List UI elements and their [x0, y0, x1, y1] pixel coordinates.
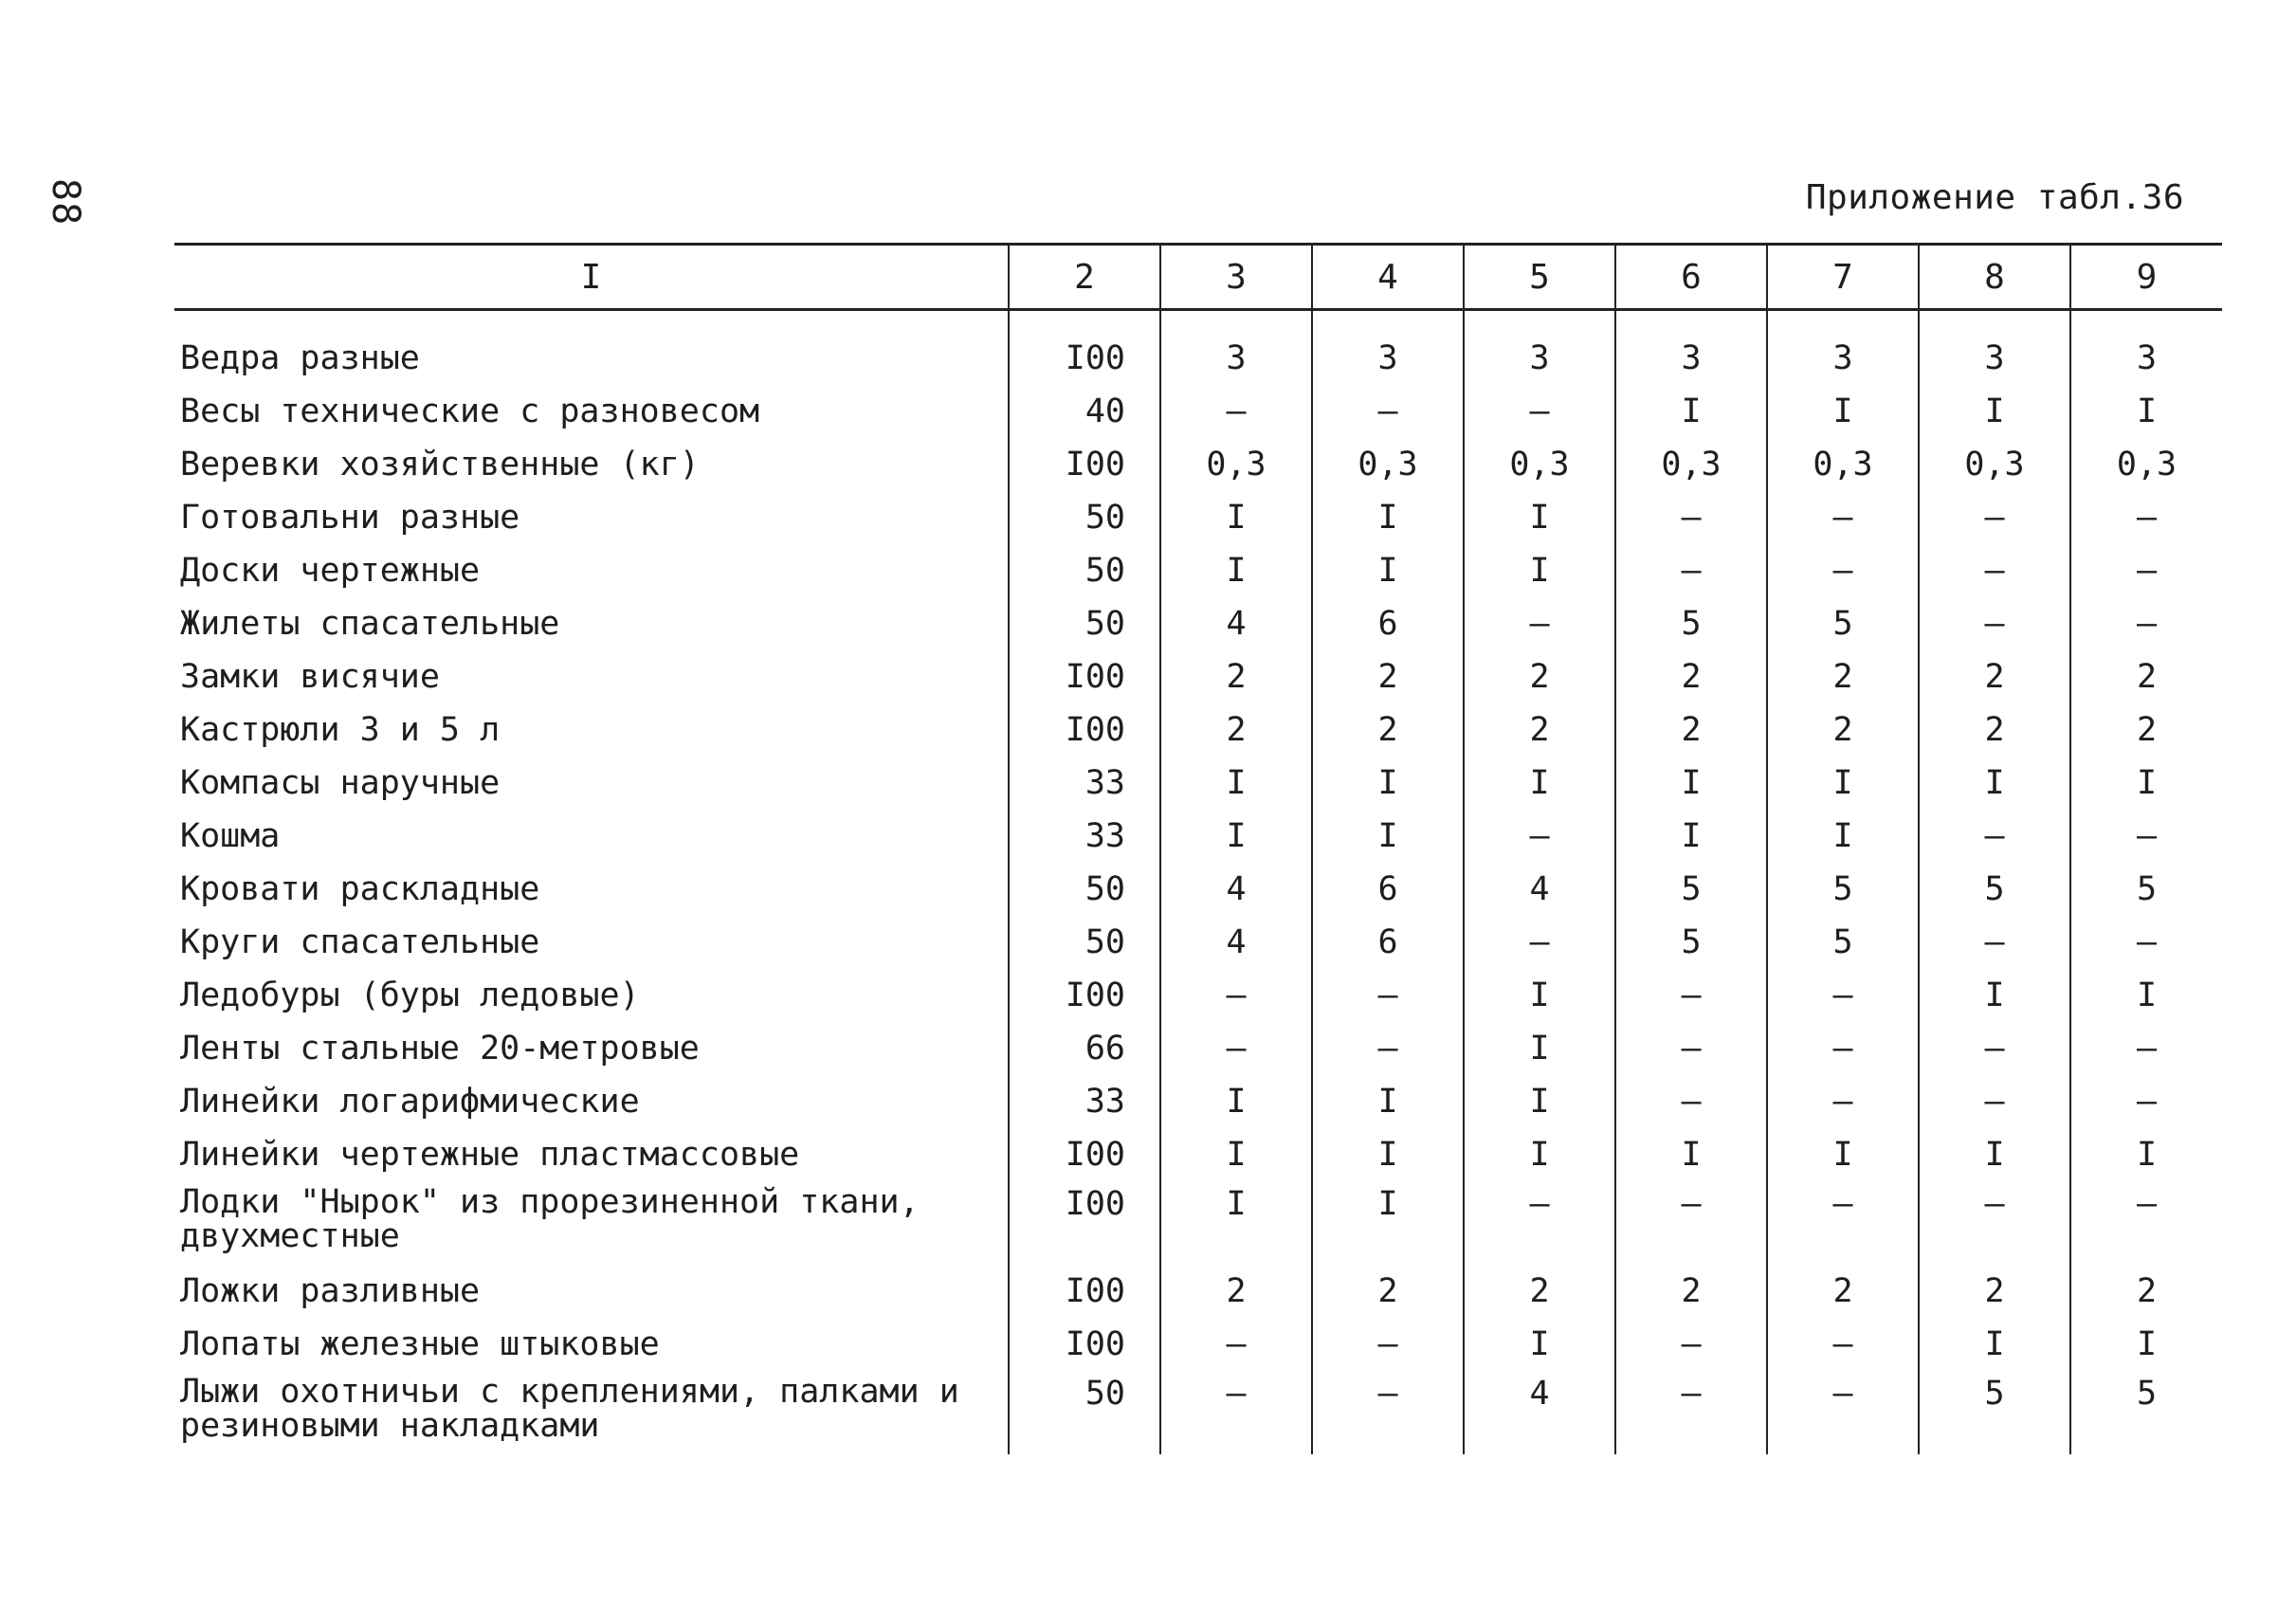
item-value: 0,3: [1160, 438, 1312, 491]
item-value: I: [1464, 1128, 1615, 1181]
table-row: [174, 597, 2222, 650]
item-value: –: [1615, 1075, 1767, 1128]
item-value: 2: [1160, 703, 1312, 757]
item-value: 3: [1160, 310, 1312, 386]
item-value: I: [1464, 1318, 1615, 1371]
table-row: [174, 650, 2222, 703]
item-name: Ведра разные: [180, 339, 420, 377]
item-value: –: [1615, 1181, 1767, 1265]
item-value: 5: [1919, 1371, 2070, 1454]
column-header: 3: [1160, 245, 1312, 310]
item-value: 2: [1919, 703, 2070, 757]
item-name: Ложки разливные: [180, 1272, 481, 1310]
item-value: I: [2070, 1318, 2222, 1371]
item-value: I: [1919, 1128, 2070, 1181]
item-value: 3: [1464, 310, 1615, 386]
item-column-2: 40: [1009, 385, 1160, 438]
item-name: Лодки "Нырок" из прорезиненной ткани, двухместные: [180, 1183, 920, 1255]
column-header: 2: [1009, 245, 1160, 310]
item-column-2: 50: [1009, 491, 1160, 544]
column-header: 4: [1312, 245, 1464, 310]
item-value: 2: [1312, 650, 1464, 703]
item-value: 5: [2070, 863, 2222, 916]
item-value: 0,3: [1767, 438, 1919, 491]
item-value: I: [1312, 491, 1464, 544]
item-value: –: [1919, 810, 2070, 863]
item-value: I: [1464, 1075, 1615, 1128]
item-value: I: [1312, 1181, 1464, 1265]
item-value: I: [1767, 810, 1919, 863]
item-value: I: [1160, 1075, 1312, 1128]
column-header: 7: [1767, 245, 1919, 310]
item-value: 6: [1312, 863, 1464, 916]
item-value: –: [2070, 544, 2222, 597]
item-value: 0,3: [1312, 438, 1464, 491]
item-column-2: I00: [1009, 438, 1160, 491]
item-value: 6: [1312, 597, 1464, 650]
item-column-2: 66: [1009, 1022, 1160, 1075]
table-row: [174, 1371, 2222, 1454]
page-caption: Приложение табл.36: [1805, 178, 2184, 217]
table-row: [174, 491, 2222, 544]
item-value: I: [1312, 1075, 1464, 1128]
item-value: –: [1615, 544, 1767, 597]
item-value: –: [1767, 1181, 1919, 1265]
table-row: [174, 385, 2222, 438]
table-row: [174, 916, 2222, 969]
table-row: [174, 310, 2222, 386]
item-value: 4: [1160, 597, 1312, 650]
item-value: I: [1919, 385, 2070, 438]
item-value: I: [1464, 544, 1615, 597]
item-value: 2: [1160, 1265, 1312, 1318]
item-value: 4: [1464, 1371, 1615, 1454]
item-value: –: [1160, 1318, 1312, 1371]
item-value: 0,3: [1919, 438, 2070, 491]
item-value: –: [1919, 544, 2070, 597]
item-value: 2: [2070, 703, 2222, 757]
item-value: I: [1464, 1022, 1615, 1075]
item-name: Лопаты железные штыковые: [180, 1325, 660, 1363]
item-name: Готовальни разные: [180, 499, 520, 537]
item-value: I: [1160, 757, 1312, 810]
item-value: I: [1160, 491, 1312, 544]
column-header: 8: [1919, 245, 2070, 310]
table-row: [174, 969, 2222, 1022]
item-value: –: [1615, 1022, 1767, 1075]
item-value: 2: [1919, 1265, 2070, 1318]
item-value: 2: [1312, 703, 1464, 757]
item-value: I: [1312, 1128, 1464, 1181]
item-column-2: 50: [1009, 544, 1160, 597]
item-name: Доски чертежные: [180, 552, 481, 590]
table-body: [174, 310, 2222, 1455]
item-value: 2: [1615, 1265, 1767, 1318]
item-value: 2: [1767, 1265, 1919, 1318]
item-column-2: 50: [1009, 916, 1160, 969]
item-value: 2: [1464, 703, 1615, 757]
item-value: –: [1919, 597, 2070, 650]
item-value: I: [1160, 810, 1312, 863]
table-row: [174, 863, 2222, 916]
item-column-2: I00: [1009, 1318, 1160, 1371]
item-column-2: I00: [1009, 969, 1160, 1022]
page-number: 88: [44, 178, 87, 227]
item-value: I: [2070, 385, 2222, 438]
item-value: I: [1615, 1128, 1767, 1181]
table-row: [174, 810, 2222, 863]
item-value: –: [1767, 1371, 1919, 1454]
item-value: I: [2070, 1128, 2222, 1181]
item-value: –: [2070, 1181, 2222, 1265]
table-row: [174, 438, 2222, 491]
item-value: 2: [1160, 650, 1312, 703]
item-name: Лыжи охотничьи с креплениями, палками и резиновыми накладками: [180, 1373, 959, 1445]
item-value: –: [1464, 1181, 1615, 1265]
item-value: I: [1464, 757, 1615, 810]
table-row: [174, 1128, 2222, 1181]
item-value: –: [1160, 1371, 1312, 1454]
table-row: [174, 1022, 2222, 1075]
item-value: 5: [1615, 916, 1767, 969]
item-name: Кастрюли 3 и 5 л: [180, 711, 501, 749]
item-value: –: [1464, 385, 1615, 438]
item-value: I: [1615, 385, 1767, 438]
item-column-2: 33: [1009, 757, 1160, 810]
item-value: –: [1312, 385, 1464, 438]
item-value: –: [1767, 544, 1919, 597]
column-header: 9: [2070, 245, 2222, 310]
item-value: –: [1919, 1075, 2070, 1128]
item-value: –: [2070, 597, 2222, 650]
item-value: 5: [1919, 863, 2070, 916]
item-value: 3: [1767, 310, 1919, 386]
item-column-2: I00: [1009, 650, 1160, 703]
item-value: 2: [1767, 650, 1919, 703]
item-value: –: [2070, 810, 2222, 863]
equipment-table: [174, 243, 2222, 1454]
item-value: –: [1919, 916, 2070, 969]
item-column-2: 33: [1009, 810, 1160, 863]
table-row: [174, 1318, 2222, 1371]
item-value: I: [1160, 544, 1312, 597]
item-column-2: I00: [1009, 1181, 1160, 1265]
item-name: Линейки чертежные пластмассовые: [180, 1136, 800, 1174]
item-column-2: 33: [1009, 1075, 1160, 1128]
item-name: Компасы наручные: [180, 764, 501, 802]
item-value: –: [1615, 969, 1767, 1022]
item-value: I: [1312, 544, 1464, 597]
item-value: –: [1615, 1371, 1767, 1454]
item-value: 3: [1615, 310, 1767, 386]
column-header: 5: [1464, 245, 1615, 310]
item-value: –: [1312, 1022, 1464, 1075]
item-value: –: [1312, 1371, 1464, 1454]
item-value: I: [1615, 810, 1767, 863]
item-column-2: 50: [1009, 1371, 1160, 1454]
item-value: –: [1767, 1022, 1919, 1075]
item-name: Замки висячие: [180, 658, 440, 696]
item-value: –: [1919, 1022, 2070, 1075]
item-value: 5: [1615, 863, 1767, 916]
item-value: 2: [1615, 703, 1767, 757]
column-header: 6: [1615, 245, 1767, 310]
item-value: 2: [1312, 1265, 1464, 1318]
item-value: 0,3: [1464, 438, 1615, 491]
table-row: [174, 1181, 2222, 1265]
item-value: –: [2070, 916, 2222, 969]
item-value: I: [1160, 1128, 1312, 1181]
item-value: 0,3: [1615, 438, 1767, 491]
item-value: 3: [1312, 310, 1464, 386]
item-value: I: [2070, 969, 2222, 1022]
table-row: [174, 1075, 2222, 1128]
item-value: –: [1160, 969, 1312, 1022]
item-value: –: [2070, 491, 2222, 544]
item-name: Веревки хозяйственные (кг): [180, 446, 700, 484]
item-value: 2: [1464, 1265, 1615, 1318]
item-value: –: [1312, 969, 1464, 1022]
item-name: Весы технические с разновесом: [180, 392, 760, 430]
item-value: –: [1160, 1022, 1312, 1075]
item-value: –: [1767, 969, 1919, 1022]
item-value: 3: [1919, 310, 2070, 386]
item-value: –: [1464, 597, 1615, 650]
item-value: 5: [1615, 597, 1767, 650]
table-row: [174, 1265, 2222, 1318]
item-value: 2: [1919, 650, 2070, 703]
item-value: –: [1919, 1181, 2070, 1265]
item-value: 2: [1615, 650, 1767, 703]
item-value: 2: [1767, 703, 1919, 757]
item-value: 4: [1160, 863, 1312, 916]
item-value: –: [1767, 1075, 1919, 1128]
table-row: [174, 544, 2222, 597]
item-name: Жилеты спасательные: [180, 605, 560, 643]
item-column-2: I00: [1009, 703, 1160, 757]
item-value: 2: [2070, 650, 2222, 703]
item-column-2: 50: [1009, 863, 1160, 916]
item-value: –: [1767, 491, 1919, 544]
item-value: 5: [1767, 863, 1919, 916]
item-value: I: [1464, 491, 1615, 544]
item-value: 6: [1312, 916, 1464, 969]
item-value: –: [2070, 1022, 2222, 1075]
item-value: 4: [1160, 916, 1312, 969]
item-value: 3: [2070, 310, 2222, 386]
item-column-2: I00: [1009, 310, 1160, 386]
item-value: –: [1615, 491, 1767, 544]
item-value: 0,3: [2070, 438, 2222, 491]
item-value: I: [1767, 757, 1919, 810]
item-value: –: [1312, 1318, 1464, 1371]
item-value: 5: [1767, 916, 1919, 969]
item-value: I: [1312, 757, 1464, 810]
item-value: –: [1919, 491, 2070, 544]
table-row: [174, 703, 2222, 757]
table-header-row: [174, 245, 2222, 310]
item-name: Линейки логарифмические: [180, 1083, 640, 1121]
item-value: –: [1615, 1318, 1767, 1371]
item-value: I: [1464, 969, 1615, 1022]
item-value: I: [1919, 1318, 2070, 1371]
table-row: [174, 757, 2222, 810]
item-value: I: [1312, 810, 1464, 863]
item-value: –: [1160, 385, 1312, 438]
item-name: Круги спасательные: [180, 923, 540, 961]
item-value: –: [1767, 1318, 1919, 1371]
item-name: Ледобуры (буры ледовые): [180, 976, 640, 1014]
item-column-2: I00: [1009, 1128, 1160, 1181]
item-value: –: [1464, 916, 1615, 969]
item-value: I: [1767, 385, 1919, 438]
item-value: 2: [2070, 1265, 2222, 1318]
item-value: 5: [1767, 597, 1919, 650]
item-name: Кровати раскладные: [180, 870, 540, 908]
item-name: Ленты стальные 20-метровые: [180, 1030, 700, 1067]
column-header: I: [174, 245, 1009, 310]
item-value: I: [1919, 969, 2070, 1022]
item-value: 5: [2070, 1371, 2222, 1454]
item-column-2: 50: [1009, 597, 1160, 650]
item-value: 2: [1464, 650, 1615, 703]
item-column-2: I00: [1009, 1265, 1160, 1318]
item-value: I: [2070, 757, 2222, 810]
item-value: I: [1615, 757, 1767, 810]
item-value: I: [1919, 757, 2070, 810]
item-value: 4: [1464, 863, 1615, 916]
item-value: I: [1767, 1128, 1919, 1181]
item-value: –: [1464, 810, 1615, 863]
item-name: Кошма: [180, 817, 281, 855]
item-value: –: [2070, 1075, 2222, 1128]
item-value: I: [1160, 1181, 1312, 1265]
